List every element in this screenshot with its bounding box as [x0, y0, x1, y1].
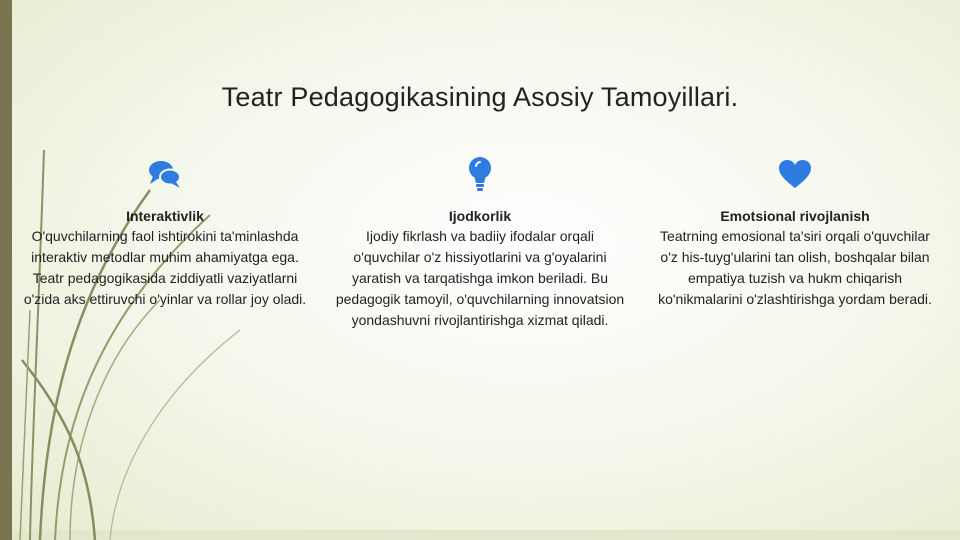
chat-bubbles-icon	[20, 154, 310, 194]
slide-title: Teatr Pedagogikasining Asosiy Tamoyillari.	[221, 82, 739, 112]
lightbulb-icon	[335, 154, 625, 194]
heart-icon	[650, 154, 940, 194]
column-heading: Interaktivlik	[126, 208, 204, 224]
column-body: Ijodiy fikrlash va badiiy ifodalar orqali o'quvchilar o'z hissiyotlarini va g'oyalarini yaratish va tarqatishga imkon beriladi. Bu pedagogik tamoyil, o'quvchilarning innovatsion yondashuvni rivojlantirishga xizmat qiladi.	[335, 228, 625, 328]
column-body: Teatrning emosional ta'siri orqali o'quvchilar o'z his-tuyg'ularini tan olish, boshqalar bilan empatiya tuzish va hukm chiqarish ko'nikmalarini o'zlashtirishga yordam beradi.	[658, 228, 932, 307]
column-interaktivlik	[20, 154, 310, 310]
column-body: O'quvchilarning faol ishtirokini ta'minlashda interaktiv metodlar muhim ahamiyatga ega. Teatr pedagogikasida ziddiyatli vaziyatlarni o'zida aks ettiruvchi o'yinlar va rollar joy oladi.	[23, 228, 307, 307]
column-ijodkorlik	[335, 154, 625, 331]
column-heading: Ijodkorlik	[448, 208, 512, 224]
column-heading: Emotsional rivojlanish	[720, 208, 870, 224]
column-emotsional-rivojlanish	[650, 154, 940, 310]
